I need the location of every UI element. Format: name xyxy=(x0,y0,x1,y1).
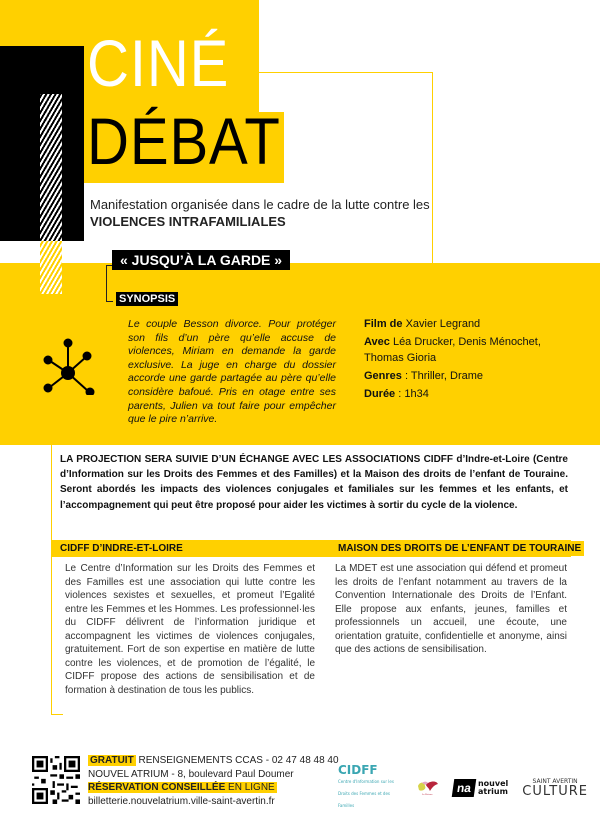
decorative-stripes-lower xyxy=(40,241,62,294)
footer-line-info xyxy=(88,754,339,768)
info-value: Léa Drucker, Denis Ménochet, Thomas Gioria xyxy=(364,336,541,364)
synopsis-text: Le couple Besson divorce. Pour protéger son fils d’un père qu’elle accuse de violences, Miriam en demande la garde exclusive. La juge en charge du dossier accorde une garde partagée au père qu’elle considère bafoué. Pris en otage entre ses parents, Julien va tout faire pour empêcher que le pire n’arrive. xyxy=(128,318,336,426)
mdet-heading: MAISON DES DROITS DE L’ENFANT DE TOURAINE xyxy=(335,541,584,556)
free-badge: GRATUIT xyxy=(90,755,134,766)
network-icon xyxy=(40,325,100,395)
logo-cidff xyxy=(338,764,401,812)
booking-bold: RÉSERVATION CONSEILLÉE xyxy=(88,782,226,793)
cidff-heading: CIDFF D’INDRE-ET-LOIRE xyxy=(60,543,183,554)
logo-mdet xyxy=(415,770,439,806)
booking-url-link[interactable]: billetterie.nouvelatrium.ville-saint-avertin.fr xyxy=(88,795,275,807)
info-label: Genres xyxy=(364,370,402,382)
film-title: « JUSQU’À LA GARDE » xyxy=(112,250,290,270)
qr-code[interactable] xyxy=(32,756,80,804)
cidff-description: Le Centre d’Information sur les Droits des Femmes et des Familles est une association qui lutte contre les violences sexistes et sexuelles, et promeut l’Egalité entre les Femmes et les Hommes. Les professionnel·les du CIDFF délivrent de l’information juridique et accompagnent les victimes de violences conjugales, gratuitement. Fort de son expertise en matière de lutte contre les violences, et de promotion de l’égalité, le CIDFF propose des actions de sensibilisation et de formation à destination de tous les publics. xyxy=(65,563,315,696)
film-director xyxy=(364,316,574,332)
title-debat: DÉBAT xyxy=(87,104,281,178)
title-cine: CINÉ xyxy=(87,26,230,100)
info-value: : Thriller, Drame xyxy=(401,370,484,382)
logo-na-text1: nouvel xyxy=(477,779,509,788)
logo-na-text2: atrium xyxy=(477,787,508,796)
decorative-bracket xyxy=(106,265,113,302)
logo-sa-bottom: CULTURE xyxy=(522,784,588,799)
film-duration xyxy=(364,386,574,402)
subtitle xyxy=(90,196,430,230)
film-info xyxy=(364,316,574,404)
footer-address: NOUVEL ATRIUM - 8, boulevard Paul Doumer xyxy=(88,768,294,780)
decorative-rule xyxy=(51,714,63,715)
film-genres xyxy=(364,368,574,384)
svg-text:La Maison: La Maison xyxy=(422,793,433,796)
partner-logos xyxy=(338,763,588,808)
logo-cidff-text: CIDFF xyxy=(338,763,378,777)
synopsis-label: SYNOPSIS xyxy=(116,292,178,306)
decorative-stripes xyxy=(40,94,62,241)
footer-info xyxy=(88,754,339,808)
footer-booking xyxy=(88,781,339,795)
logo-cidff-subtext: Centre d'Information sur les Droits des Femmes et des Familles xyxy=(338,779,394,808)
booking-rest: EN LIGNE xyxy=(225,782,275,793)
subtitle-text: Manifestation organisée dans le cadre de la lutte contre les xyxy=(90,197,430,212)
decorative-left-rule xyxy=(51,445,52,715)
info-value: Xavier Legrand xyxy=(402,318,481,330)
subtitle-bold: VIOLENCES INTRAFAMILIALES xyxy=(90,214,286,229)
info-label: Durée xyxy=(364,388,396,400)
logo-sa-top: SAINT AVERTIN xyxy=(532,778,578,785)
info-label: Film de xyxy=(364,318,403,330)
film-cast xyxy=(364,334,574,366)
logo-saint-avertin-culture xyxy=(522,778,588,798)
intro-paragraph: LA PROJECTION SERA SUIVIE D’UN ÉCHANGE AVEC LES ASSOCIATIONS CIDFF d’Indre-et-Loire (Centre d’Information sur les Droits des Femmes et des Familles) et la Maison des droits de l’enfant de Touraine. Seront abordés les impacts des violences conjugales et familiales sur les femmes et les enfants, et l’accompagnement qui peut être proposé pour aider les victimes à sortir du cycle de la violence. xyxy=(60,454,568,511)
logo-na-mark: na xyxy=(452,779,477,797)
mdet-description: La MDET est une association qui défend et promeut les droits de l’enfant notamment au travers de la Convention Internationale des Droits de l’Enfant. Elle propose aux enfants, jeunes, familles et professionnels un accueil, une écoute, une orientation gratuite, confidentielle et anonyme, ainsi que des actions de sensibilisation. xyxy=(335,563,567,655)
logo-nouvel-atrium xyxy=(453,779,508,797)
info-line: RENSEIGNEMENTS CCAS - 02 47 48 48 40 xyxy=(135,755,339,766)
info-value: : 1h34 xyxy=(395,388,429,400)
info-label: Avec xyxy=(364,336,390,348)
